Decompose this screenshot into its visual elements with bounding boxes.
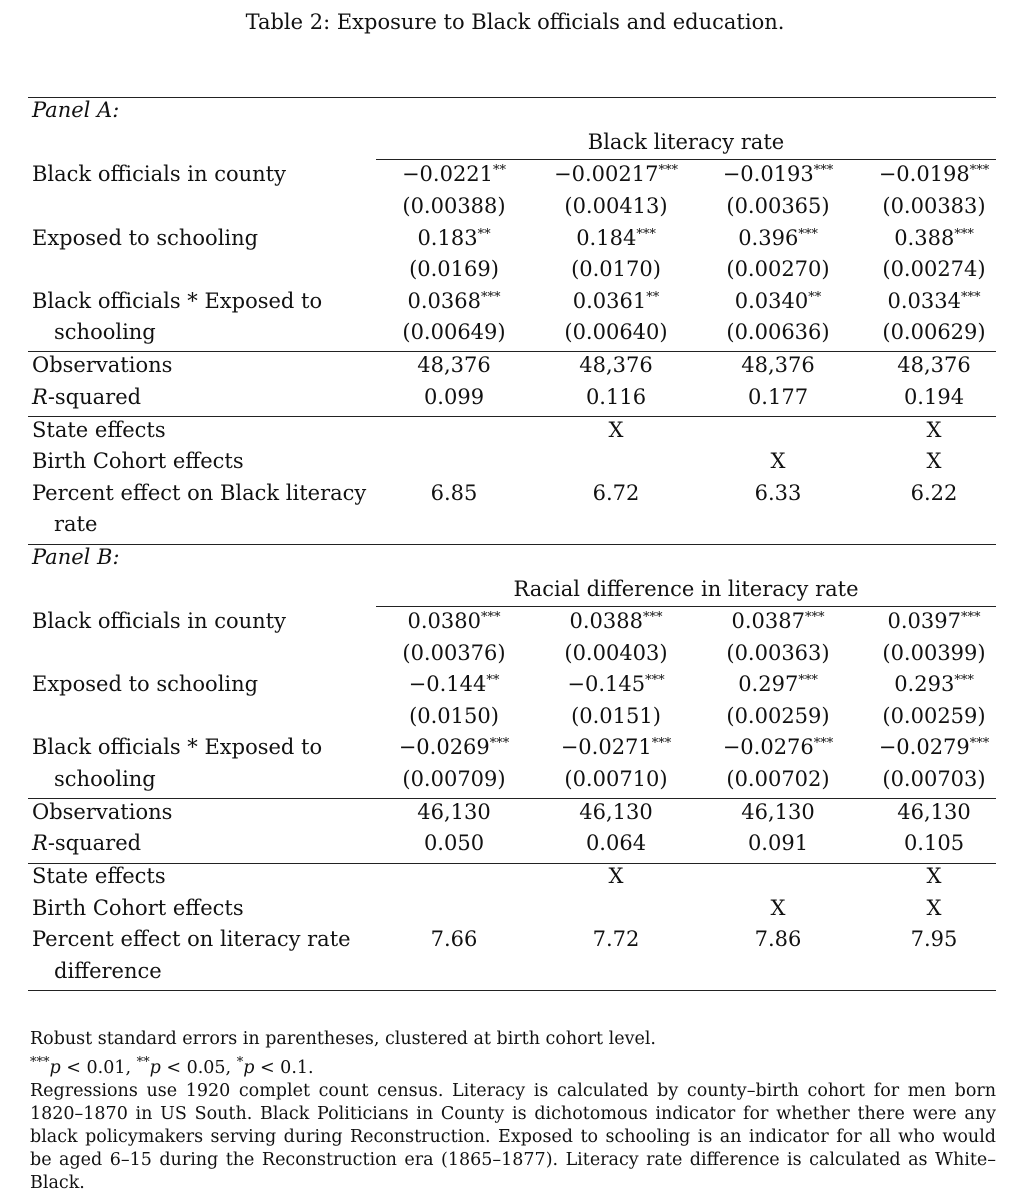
panel-b-observations-row <box>0 800 1030 832</box>
row-label: R-squared <box>32 385 142 409</box>
row-label: Observations <box>32 353 173 377</box>
row-label: Black officials in county <box>32 162 286 186</box>
coef-cell: 0.0380*** <box>407 609 501 633</box>
row-label-continuation: schooling <box>54 767 156 791</box>
coef-cell: −0.0221** <box>401 162 507 186</box>
se-cell: (0.00399) <box>882 641 986 665</box>
effect-cell: 6.22 <box>910 481 958 505</box>
panel-a-stats-rule <box>28 351 996 352</box>
stat-cell: 48,376 <box>579 353 653 377</box>
coef-cell: 0.0388*** <box>569 609 663 633</box>
panel-b-header-rule <box>376 606 996 607</box>
panel-b-officials-se-row <box>0 641 1030 673</box>
panel-a-header-rule <box>376 159 996 160</box>
coef-cell: −0.0193*** <box>722 162 834 186</box>
se-cell: (0.00709) <box>402 767 506 791</box>
panel-b-title-row <box>0 545 1030 577</box>
stat-cell: 0.064 <box>585 831 647 855</box>
panel-b-interaction-row <box>0 735 1030 767</box>
se-cell: (0.0169) <box>409 257 499 281</box>
panel-a-dependent-variable: Black literacy rate <box>587 130 785 154</box>
stat-cell: 48,376 <box>417 353 491 377</box>
coef-cell: 0.0361** <box>572 289 660 313</box>
se-cell: (0.00629) <box>882 320 986 344</box>
fe-cell: X <box>926 864 942 888</box>
stat-cell: 48,376 <box>897 353 971 377</box>
stat-cell: 46,130 <box>897 800 971 824</box>
effect-cell: 6.72 <box>592 481 640 505</box>
panel-b-header-row <box>0 577 1030 609</box>
se-cell: (0.00403) <box>564 641 668 665</box>
fe-cell: X <box>608 418 624 442</box>
row-label: State effects <box>32 864 166 888</box>
panel-a-effects-rule <box>28 416 996 417</box>
row-label-continuation: rate <box>54 512 98 536</box>
se-cell: (0.00259) <box>882 704 986 728</box>
se-cell: (0.00383) <box>882 194 986 218</box>
row-label: R-squared <box>32 831 142 855</box>
coef-cell: 0.297*** <box>738 672 818 696</box>
panel-b-exposed-se-row <box>0 704 1030 736</box>
stat-cell: 0.116 <box>585 385 647 409</box>
stat-cell: 46,130 <box>741 800 815 824</box>
panel-a-state-effects-row <box>0 418 1030 450</box>
notes-significance-line: ***p < 0.01, **p < 0.05, *p < 0.1. <box>30 1055 314 1078</box>
se-cell: (0.00270) <box>726 257 830 281</box>
stat-cell: 46,130 <box>579 800 653 824</box>
panel-a-exposed-se-row <box>0 257 1030 289</box>
panel-b-percent-effect-row <box>0 927 1030 959</box>
row-label: Birth Cohort effects <box>32 449 244 473</box>
panel-a-exposed-row <box>0 226 1030 258</box>
row-label: Exposed to schooling <box>32 672 259 696</box>
panel-b-percent-effect-cont-row <box>0 959 1030 991</box>
panel-b-officials-row <box>0 609 1030 641</box>
stat-cell: 46,130 <box>417 800 491 824</box>
coef-cell: 0.0340** <box>734 289 822 313</box>
panel-a-rsquared-row <box>0 385 1030 417</box>
panel-a-cohort-effects-row <box>0 449 1030 481</box>
table-notes <box>30 1028 996 1195</box>
row-label: Black officials * Exposed to <box>32 735 323 759</box>
coef-cell: 0.0334*** <box>887 289 981 313</box>
stat-cell: 0.091 <box>747 831 809 855</box>
stat-cell: 0.194 <box>903 385 965 409</box>
fe-cell: X <box>926 449 942 473</box>
effect-cell: 7.95 <box>910 927 958 951</box>
stat-cell: 0.099 <box>423 385 485 409</box>
panel-a-title-row <box>0 98 1030 130</box>
se-cell: (0.0151) <box>571 704 661 728</box>
panel-b-stats-rule <box>28 798 996 799</box>
se-cell: (0.00702) <box>726 767 830 791</box>
effect-cell: 7.72 <box>592 927 640 951</box>
coef-cell: 0.183** <box>417 226 491 250</box>
coef-cell: −0.0269*** <box>398 735 510 759</box>
panel-b-exposed-row <box>0 672 1030 704</box>
coef-cell: −0.145*** <box>567 672 665 696</box>
se-cell: (0.00649) <box>402 320 506 344</box>
panel-a-observations-row <box>0 353 1030 385</box>
se-cell: (0.0150) <box>409 704 499 728</box>
fe-cell: X <box>608 864 624 888</box>
row-label: Observations <box>32 800 173 824</box>
fe-cell: X <box>926 896 942 920</box>
panel-a-percent-effect-cont-row <box>0 512 1030 544</box>
panel-a-interaction-se-row <box>0 320 1030 352</box>
stat-cell: 0.050 <box>423 831 485 855</box>
panel-a-label: Panel A: <box>32 98 120 122</box>
coef-cell: 0.0368*** <box>407 289 501 313</box>
panel-b-rsquared-row <box>0 831 1030 863</box>
se-cell: (0.00274) <box>882 257 986 281</box>
coef-cell: −0.144** <box>408 672 500 696</box>
panel-a-interaction-row <box>0 289 1030 321</box>
se-cell: (0.00376) <box>402 641 506 665</box>
se-cell: (0.00363) <box>726 641 830 665</box>
panel-b-dependent-variable: Racial difference in literacy rate <box>513 577 859 601</box>
coef-cell: 0.388*** <box>894 226 974 250</box>
coef-cell: −0.0276*** <box>722 735 834 759</box>
effect-cell: 7.66 <box>430 927 478 951</box>
se-cell: (0.00365) <box>726 194 830 218</box>
row-label: Percent effect on literacy rate <box>32 927 351 951</box>
notes-se-line: Robust standard errors in parentheses, clustered at birth cohort level. <box>30 1029 656 1049</box>
panel-a-percent-effect-row <box>0 481 1030 513</box>
panel-a-officials-row <box>0 162 1030 194</box>
panel-b-label: Panel B: <box>32 545 120 569</box>
coef-cell: −0.00217*** <box>554 162 678 186</box>
effect-cell: 6.85 <box>430 481 478 505</box>
se-cell: (0.00388) <box>402 194 506 218</box>
se-cell: (0.00636) <box>726 320 830 344</box>
panel-a-officials-se-row <box>0 194 1030 226</box>
effect-cell: 7.86 <box>754 927 802 951</box>
row-label: Percent effect on Black literacy <box>32 481 367 505</box>
coef-cell: 0.396*** <box>738 226 818 250</box>
stat-cell: 48,376 <box>741 353 815 377</box>
se-cell: (0.00259) <box>726 704 830 728</box>
coef-cell: −0.0198*** <box>878 162 990 186</box>
row-label: Exposed to schooling <box>32 226 259 250</box>
coef-cell: 0.0387*** <box>731 609 825 633</box>
fe-cell: X <box>926 418 942 442</box>
bottom-rule <box>28 990 996 991</box>
coef-cell: 0.184*** <box>576 226 656 250</box>
row-label: Birth Cohort effects <box>32 896 244 920</box>
fe-cell: X <box>770 896 786 920</box>
row-label: Black officials * Exposed to <box>32 289 323 313</box>
notes-body: Regressions use 1920 complet count census. Literacy is calculated by county–birth cohort for men born 1820–1870 in US South. Black Politicians in County is dichotomous indicator for whether there were any black policymakers serving during Reconstruction. Exposed to schooling is an indicator for all who would be aged 6–15 during the Reconstruction era (1865–1877). Literacy rate difference is calculated as White–Black. <box>30 1081 996 1193</box>
coef-cell: 0.0397*** <box>887 609 981 633</box>
se-cell: (0.00640) <box>564 320 668 344</box>
se-cell: (0.0170) <box>571 257 661 281</box>
panel-b-cohort-effects-row <box>0 896 1030 928</box>
coef-cell: 0.293*** <box>894 672 974 696</box>
stat-cell: 0.177 <box>747 385 809 409</box>
row-label: State effects <box>32 418 166 442</box>
panel-b-interaction-se-row <box>0 767 1030 799</box>
se-cell: (0.00703) <box>882 767 986 791</box>
row-label-continuation: schooling <box>54 320 156 344</box>
coef-cell: −0.0279*** <box>878 735 990 759</box>
row-label-continuation: difference <box>54 959 162 983</box>
row-label: Black officials in county <box>32 609 286 633</box>
se-cell: (0.00413) <box>564 194 668 218</box>
table-caption: Table 2: Exposure to Black officials and education. <box>245 10 785 34</box>
stat-cell: 0.105 <box>903 831 965 855</box>
coef-cell: −0.0271*** <box>560 735 672 759</box>
panel-a-header-row <box>0 130 1030 162</box>
fe-cell: X <box>770 449 786 473</box>
effect-cell: 6.33 <box>754 481 802 505</box>
panel-b-state-effects-row <box>0 864 1030 896</box>
se-cell: (0.00710) <box>564 767 668 791</box>
